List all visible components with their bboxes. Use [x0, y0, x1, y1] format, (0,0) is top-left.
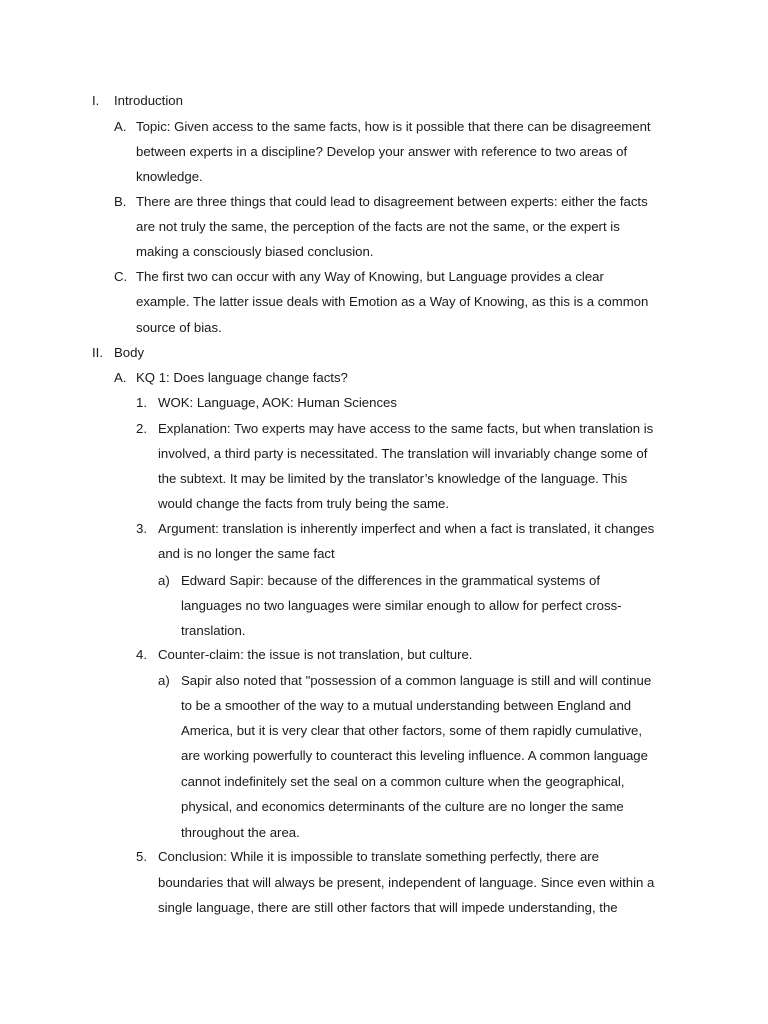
paragraph-line: to be a smoother of the way to a mutual understanding between England and [181, 698, 632, 713]
paragraph-line: throughout the area. [181, 825, 300, 840]
outline-marker: 1. [136, 395, 147, 410]
paragraph-line: example. The latter issue deals with Emotion as a Way of Knowing, as this is a common [136, 294, 649, 309]
paragraph-line: involved, a third party is necessitated. The translation will invariably change some of [158, 446, 648, 461]
paragraph-line: and is no longer the same fact [158, 546, 335, 561]
outline-marker: 5. [136, 849, 147, 864]
paragraph-line: Counter-claim: the issue is not translation, but culture. [158, 647, 473, 662]
paragraph-line: Topic: Given access to the same facts, how is it possible that there can be disagreement [136, 119, 651, 134]
paragraph-line: WOK: Language, AOK: Human Sciences [158, 395, 397, 410]
paragraph-line: There are three things that could lead to disagreement between experts: either the facts [136, 194, 648, 209]
paragraph-line: Sapir also noted that "possession of a common language is still and will continue [181, 673, 652, 688]
outline-marker: B. [114, 194, 127, 209]
paragraph-line: boundaries that will always be present, independent of language. Since even within a [158, 875, 655, 890]
paragraph-line: translation. [181, 623, 246, 638]
outline-marker: 4. [136, 647, 147, 662]
paragraph-line: The first two can occur with any Way of Knowing, but Language provides a clear [136, 269, 604, 284]
paragraph-line: single language, there are still other factors that will impede understanding, the [158, 900, 618, 915]
outline-marker: a) [158, 573, 170, 588]
paragraph-line: are not truly the same, the perception of the facts are not the same, or the expert is [136, 219, 620, 234]
paragraph-line: Conclusion: While it is impossible to translate something perfectly, there are [158, 849, 600, 864]
paragraph-line: Edward Sapir: because of the differences in the grammatical systems of [181, 573, 601, 588]
paragraph-line: physical, and economics determinants of the culture are no longer the same [181, 799, 624, 814]
paragraph-line: languages no two languages were similar enough to allow for perfect cross- [181, 598, 622, 613]
outline-marker: 2. [136, 421, 147, 436]
section-heading: Introduction [114, 93, 183, 108]
paragraph-line: cannot indefinitely set the seal on a common culture when the geographical, [181, 774, 625, 789]
outline-marker: I. [92, 93, 100, 108]
paragraph-line: between experts in a discipline? Develop your answer with reference to two areas of [136, 144, 628, 159]
section-heading: Body [114, 345, 145, 360]
paragraph-line: would change the facts from truly being the same. [158, 496, 450, 511]
paragraph-line: Explanation: Two experts may have access to the same facts, but when translation is [158, 421, 654, 436]
outline-marker: C. [114, 269, 128, 284]
paragraph-line: knowledge. [136, 169, 203, 184]
subsection-heading: KQ 1: Does language change facts? [136, 370, 348, 385]
outline-marker: a) [158, 673, 170, 688]
paragraph-line: source of bias. [136, 320, 222, 335]
outline-marker: A. [114, 119, 127, 134]
outline-marker: II. [92, 345, 103, 360]
outline-marker: 3. [136, 521, 147, 536]
outline-marker: A. [114, 370, 127, 385]
paragraph-line: Argument: translation is inherently imperfect and when a fact is translated, it changes [158, 521, 655, 536]
paragraph-line: America, but it is very clear that other factors, some of them rapidly cumulative, [181, 723, 643, 738]
paragraph-line: the subtext. It may be limited by the translator’s knowledge of the language. This [158, 471, 628, 486]
paragraph-line: making a consciously biased conclusion. [136, 244, 374, 259]
paragraph-line: are working powerfully to counteract this leveling influence. A common language [181, 748, 648, 763]
